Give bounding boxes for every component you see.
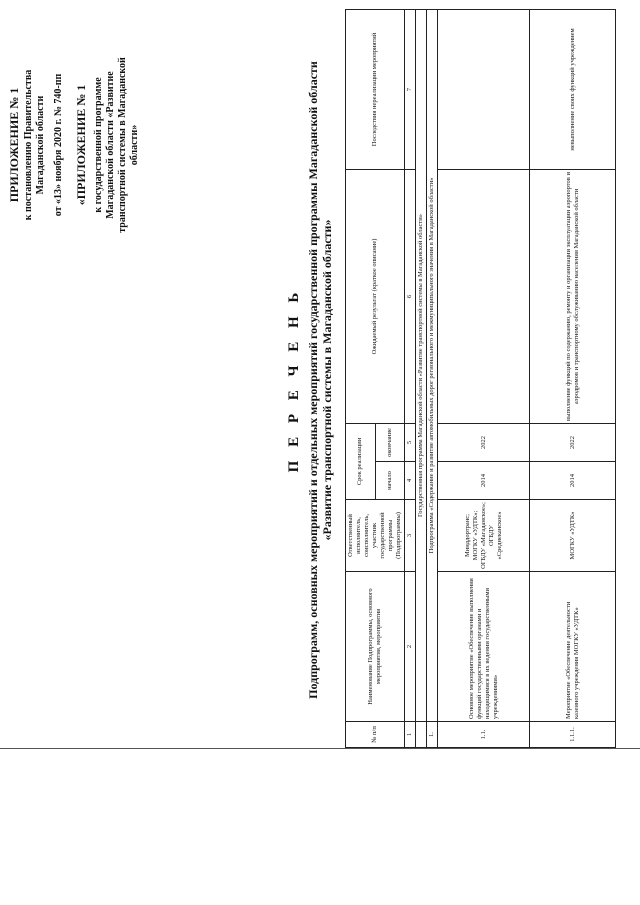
page-divider-line — [0, 748, 640, 749]
row-num: 1.1. — [438, 722, 530, 748]
col-number: 6 — [405, 169, 416, 423]
row-result — [438, 169, 530, 423]
row-executor: Минддортранс; МОГКУ «УДТК»; ОГБДУ «Магаданское»; ОГБДУ «Среднеканское» — [438, 500, 530, 572]
col-header-result: Ожидаемый результат (краткое описание) — [346, 169, 405, 423]
table-header-row — [346, 9, 376, 747]
row-name: Основное мероприятие «Обеспечение выполнения функций государственными органами и находящимися в их ведении государственными учреждениями» — [438, 572, 530, 722]
appendix-date-line: от «13» ноября 2020 г. № 740-пп — [53, 73, 64, 217]
row-start: 2014 — [530, 462, 616, 500]
col-number: 3 — [405, 500, 416, 572]
row-consequences — [438, 9, 530, 169]
col-header-executor: Ответственный исполнитель, соисполнитель, участник государственной программы (Подпрограммы) — [346, 500, 405, 572]
table-row — [530, 9, 616, 747]
col-number: 4 — [405, 462, 416, 500]
appendix-line-2: Магаданской области — [35, 95, 46, 195]
document-subtitle: Подпрограмм, основных мероприятий и отдельных мероприятий государственной программы Магаданской области «Развитие транспортной системы в Магаданской области» — [306, 61, 334, 699]
appendix-line-5: Магаданской области «Развитие — [105, 71, 116, 219]
appendix-line-1: к постановлению Правительства — [23, 69, 34, 221]
col-header-name: Наименование Подпрограммы, основного мероприятия, мероприятия — [346, 572, 405, 722]
document-title: П Е Р Е Ч Е Н Ь — [286, 287, 302, 473]
col-header-num: № п/п — [346, 722, 405, 748]
column-number-row — [405, 9, 416, 747]
col-header-consequences: Последствия нереализации мероприятий — [346, 9, 405, 169]
row-name: Мероприятие «Обеспечение деятельности казенного учреждения МОГКУ «УДТК» — [530, 572, 616, 722]
col-header-start: начало — [375, 462, 405, 500]
row-start: 2014 — [438, 462, 530, 500]
col-number: 7 — [405, 9, 416, 169]
row-result: выполнение функций по содержанию, ремонту и организации эксплуатации аэропортов и аэродромов и транспортному обслуживанию населения Магаданской области — [530, 169, 616, 423]
row-end: 2022 — [438, 423, 530, 461]
measures-table — [345, 9, 616, 748]
subprogram-num: 1. — [427, 722, 438, 748]
col-header-end: окончание — [375, 423, 405, 461]
row-consequences: невыполнение своих функций учреждением — [530, 9, 616, 169]
row-num: 1.1.1. — [530, 722, 616, 748]
col-number: 5 — [405, 423, 416, 461]
appendix-line-7: области» — [129, 124, 140, 166]
table-row — [438, 9, 530, 747]
row-executor: МОГКУ «УДТК» — [530, 500, 616, 572]
col-header-period: Срок реализации — [346, 423, 376, 499]
program-title: Государственная программа Магаданской области «Развитие транспортной системы в Магаданской области» — [416, 9, 427, 721]
subprogram-row — [427, 9, 438, 747]
row-end: 2022 — [530, 423, 616, 461]
appendix-line-4: к государственной программе — [93, 77, 104, 213]
appendix-heading-2: «ПРИЛОЖЕНИЕ № 1 — [74, 84, 88, 206]
program-row — [416, 9, 427, 747]
col-number: 1 — [405, 722, 416, 748]
appendix-block — [8, 0, 141, 290]
subprogram-title: Подпрограмма «Содержание и развитие автомобильных дорог регионального и межмуниципального значения в Магаданской области» — [427, 9, 438, 721]
appendix-line-6: транспортной системы в Магаданской — [117, 57, 128, 233]
col-number: 2 — [405, 572, 416, 722]
appendix-heading: ПРИЛОЖЕНИЕ № 1 — [7, 87, 21, 203]
